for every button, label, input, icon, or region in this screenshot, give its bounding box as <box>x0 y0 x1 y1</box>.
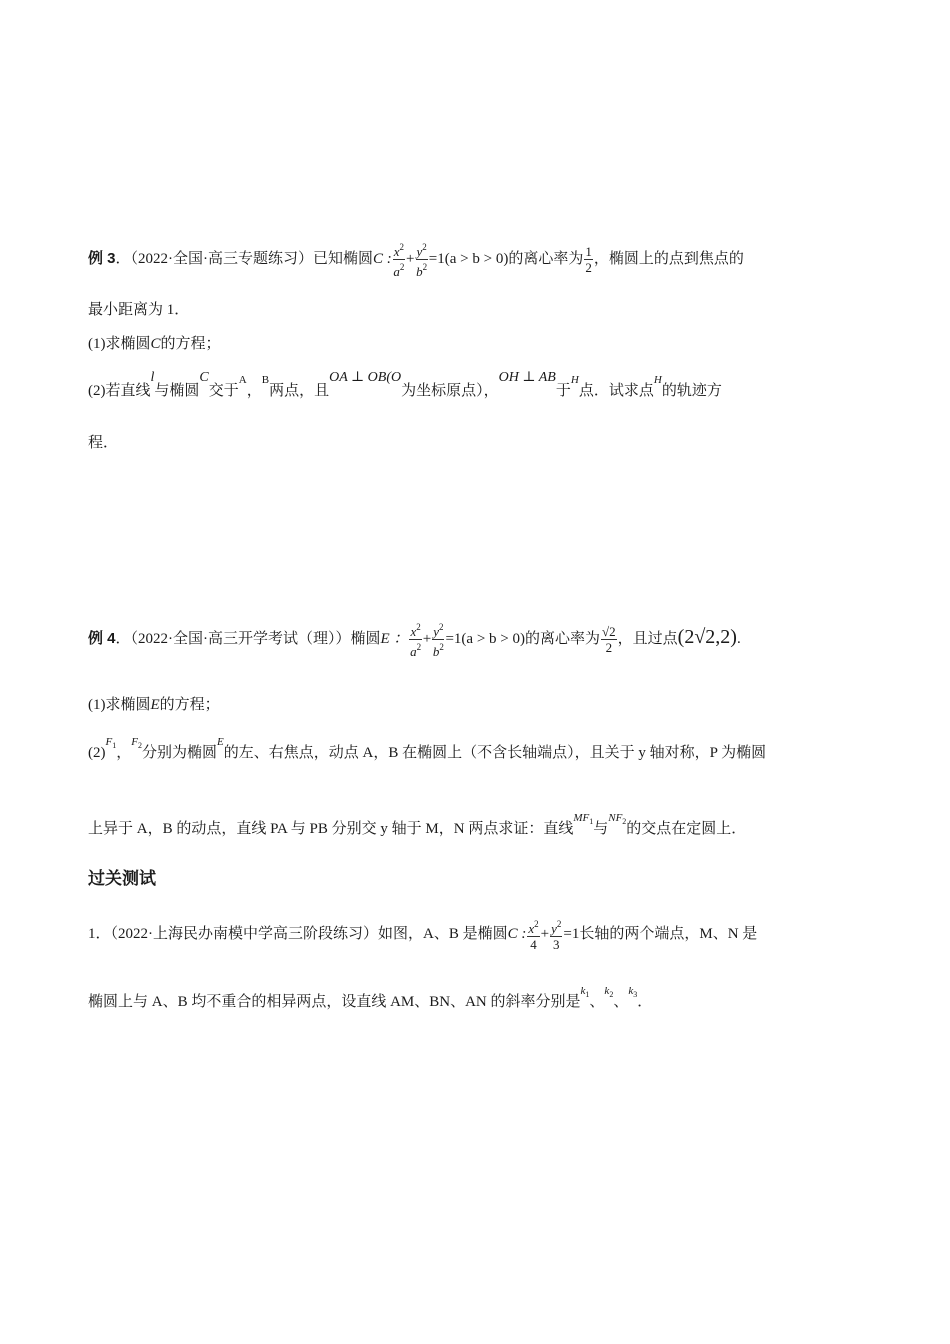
example-3-tail: ，椭圆上的点到焦点的 <box>593 250 744 267</box>
fraction-one-half: $\frac{1}{2}$ <box>585 244 592 275</box>
example-3-label: 例 3 <box>88 249 116 267</box>
example-3-line-1 <box>88 240 744 279</box>
test-1-line-1: 1．（2022·上海民办南模中学高三阶段练习）如图，A、B 是椭圆C : $\frac{x^2}{4}$ + $\frac{y^2}{3}$ =1长轴的两个端点，M、N 是 <box>88 919 758 952</box>
fraction-x2-a2: $\frac{x^2}{a^2}$ <box>393 242 405 279</box>
symbol-h: H <box>653 374 662 386</box>
fraction-sqrt2-over-2: $\frac{√2}{2}$ <box>602 624 616 655</box>
example-3-q2-line-2: 程． <box>88 435 119 451</box>
equals-one: =1 <box>563 925 580 942</box>
symbol-e: E <box>217 736 224 748</box>
fraction-y2-b2: $\frac{y^2}{b^2}$ <box>432 622 444 659</box>
example-4-q2-line-1: $(2)^{F_1}$，$^{F_2}$分别为椭圆$^E$的左、右焦点，动点 A，B 在椭圆上（不含长轴端点），且关于 y 轴对称，P 为椭圆 <box>88 736 767 761</box>
plus-sign: + <box>422 630 432 647</box>
symbol-f2: F2 <box>131 736 142 750</box>
symbol-f1: F1 <box>105 736 117 750</box>
test-1-number: 1． <box>88 925 111 942</box>
perpendicular-oh-ab: OH ⊥ AB <box>498 370 556 385</box>
ellipse-name-c: C : <box>373 250 392 267</box>
plus-sign: + <box>406 250 415 267</box>
point-coordinates: (2√2,2) <box>677 625 737 648</box>
example-3-q1: (1)求椭圆C的方程； <box>88 336 221 352</box>
test-1-line-2: 椭圆上与 A、B 均不重合的相异两点，设直线 AM、BN、AN 的斜率分别是$^{k_1}$、$^{k_2}$、$^{k_3}$． <box>88 985 653 1010</box>
symbol-c: C <box>199 370 209 385</box>
symbol-c: C <box>150 336 161 352</box>
symbol-b: B <box>261 374 270 386</box>
ellipse-name-c: C : <box>507 925 527 942</box>
symbol-k1: k1 <box>580 985 590 999</box>
eccentricity-text: 的离心率为 <box>508 250 584 267</box>
ellipse-condition: =1(a > b > 0) <box>428 250 509 267</box>
example-4-source: ．（2022·全国·高三开学考试（理））椭圆 <box>115 630 381 647</box>
symbol-h: H <box>570 374 579 386</box>
symbol-a: A <box>238 374 247 386</box>
fraction-y2-3: $\frac{y^2}{3}$ <box>551 919 562 952</box>
test-1-source: （2022·上海民办南模中学高三阶段练习）如图，A、B 是椭圆 <box>110 925 508 942</box>
fraction-x2-a2: $\frac{x^2}{a^2}$ <box>410 622 422 659</box>
symbol-mf1: MF1 <box>573 812 594 826</box>
example-3-line-2: 最小距离为 1． <box>88 302 190 318</box>
symbol-k2: k2 <box>604 985 614 999</box>
fraction-x2-4: $\frac{x^2}{4}$ <box>528 919 539 952</box>
symbol-e: E <box>150 697 160 713</box>
section-title: 过关测试 <box>88 869 156 888</box>
symbol-k3: k3 <box>628 985 638 999</box>
example-3-q2: (2)若直线l与椭圆C交于$^A$，$^B$两点，且OA ⊥ OB(O为坐标原点），OH ⊥ AB于$^H$点．试求点$^H$的轨迹方 <box>88 370 722 399</box>
perpendicular-oa-ob: OA ⊥ OB(O <box>329 370 402 385</box>
ellipse-name-e: E ： <box>380 630 409 647</box>
fraction-y2-b2: $\frac{y^2}{b^2}$ <box>416 242 428 279</box>
example-3-source: ．（2022·全国·高三专题练习）已知椭圆 <box>115 250 374 267</box>
ellipse-condition: =1(a > b > 0) <box>445 630 525 647</box>
example-4-line-1: 例 4．（2022·全国·高三开学考试（理））椭圆E ： $\frac{x^2}{a^2}$ + $\frac{y^2}{b^2}$ =1(a > b > 0)的离心率为 $\frac{√2}{2}$ ，且过点(2√2,2). <box>88 622 741 659</box>
example-4-q1: (1)求椭圆E的方程； <box>88 697 220 713</box>
symbol-nf2: NF2 <box>608 812 627 826</box>
example-4-q2-line-2: 上异于 A，B 的动点，直线 PA 与 PB 分别交 y 轴于 M，N 两点求证：直线$^{MF_1}$与$^{NF_2}$的交点在定圆上． <box>88 812 747 837</box>
plus-sign: + <box>540 925 550 942</box>
symbol-l: l <box>150 370 155 385</box>
example-4-label: 例 4 <box>88 629 116 647</box>
